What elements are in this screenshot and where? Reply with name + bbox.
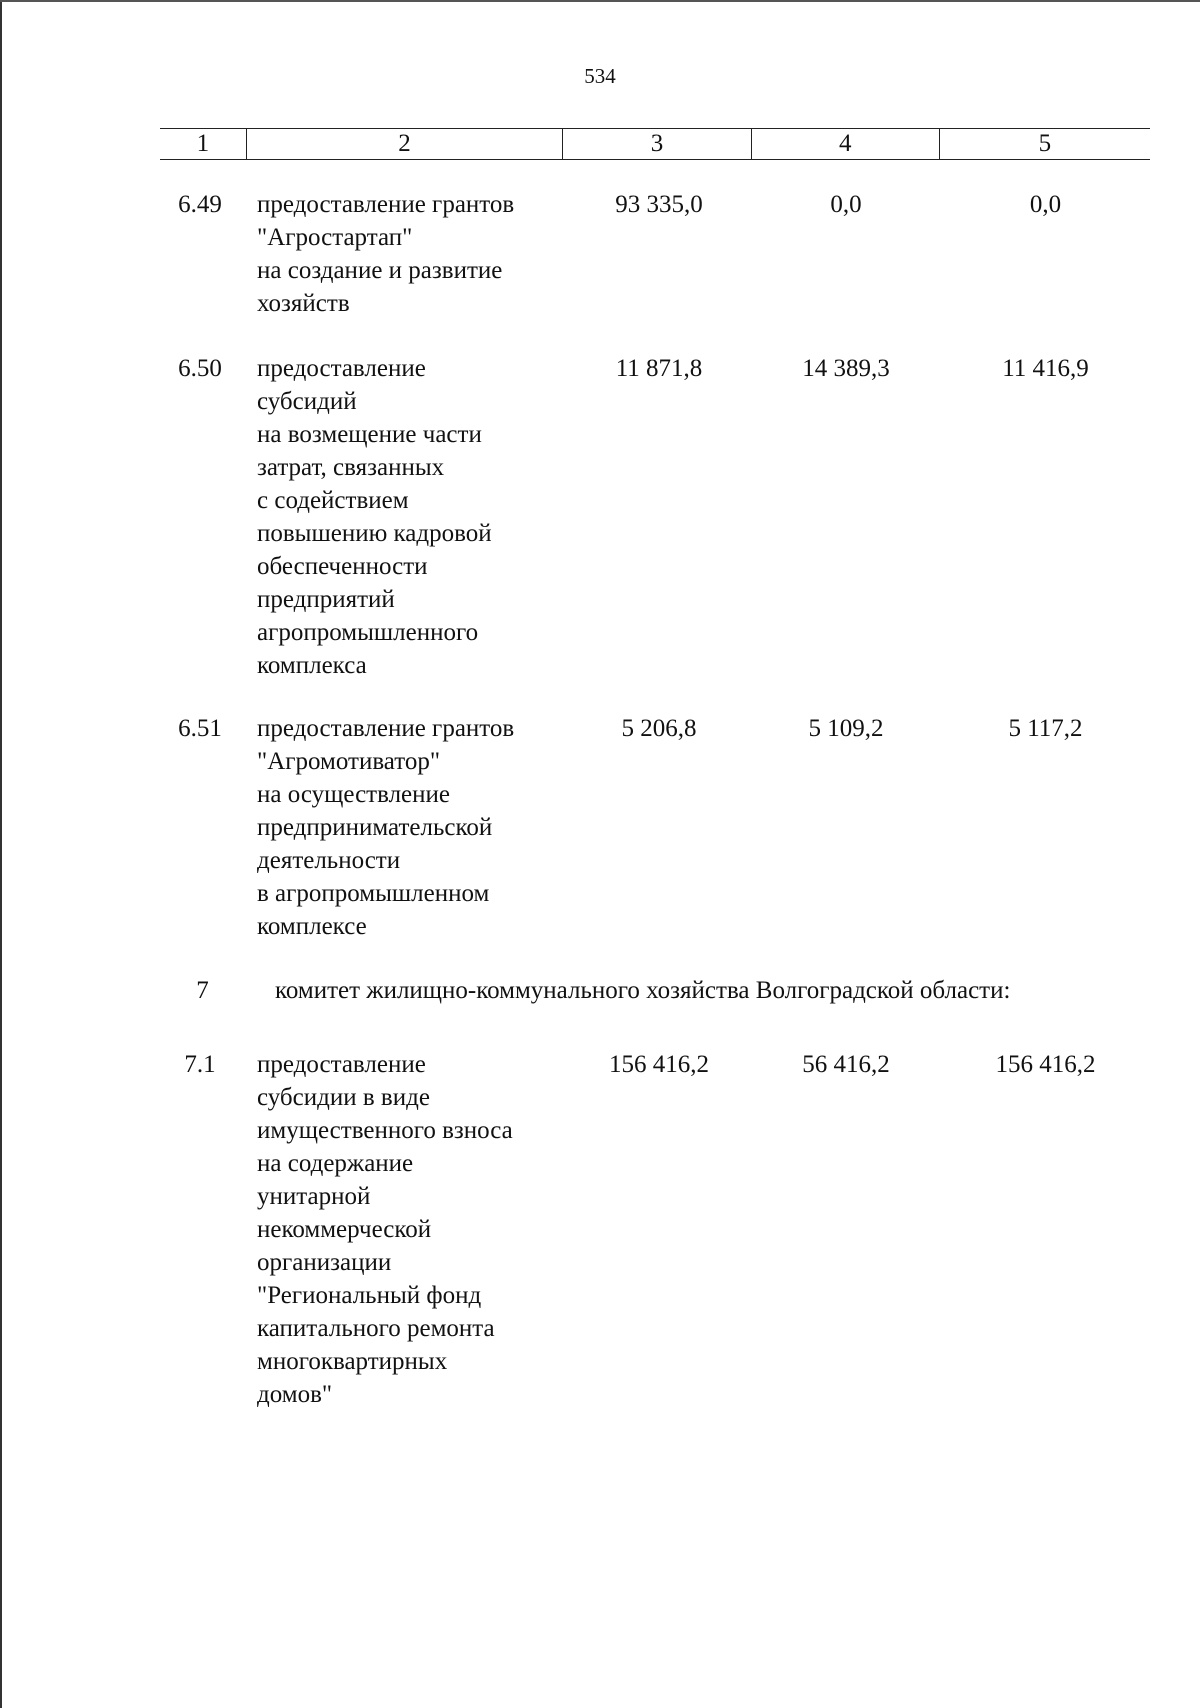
value-col-5: 11 416,9 — [1002, 355, 1089, 382]
description-line: организации — [257, 1249, 392, 1276]
description-line: предоставление — [257, 1051, 426, 1078]
description-line: на возмещение части — [257, 421, 482, 448]
value-col-5: 5 117,2 — [1008, 715, 1083, 742]
description-line: "Агромотиватор" — [257, 748, 441, 775]
column-header-2: 2 — [246, 129, 563, 160]
description-line: на создание и развитие — [257, 257, 503, 284]
description-line: с содействием — [257, 487, 409, 514]
section-number: 7 — [196, 977, 209, 1004]
row-number: 6.51 — [178, 715, 222, 742]
value-col-5: 156 416,2 — [995, 1051, 1096, 1078]
row-number: 6.50 — [178, 355, 222, 382]
value-col-5: 0,0 — [1029, 191, 1062, 218]
description-line: предпринимательской — [257, 814, 493, 841]
value-col-4: 56 416,2 — [802, 1051, 890, 1078]
column-header-row — [160, 129, 1150, 160]
section-title: комитет жилищно-коммунального хозяйства Волгоградской области: — [275, 977, 1011, 1004]
description-line: субсидии в виде — [257, 1084, 430, 1111]
description-line: домов" — [257, 1381, 333, 1408]
value-col-3: 11 871,8 — [615, 355, 703, 382]
description-line: предприятий — [257, 586, 395, 613]
column-header-4: 4 — [751, 129, 939, 160]
scan-edge-left — [0, 0, 2, 1708]
description-line: в агропромышленном — [257, 880, 490, 907]
description-line: затрат, связанных — [257, 454, 445, 481]
row-description — [257, 352, 587, 682]
value-col-3: 156 416,2 — [609, 1051, 709, 1078]
description-line: "Агростартап" — [257, 224, 413, 251]
description-line: "Региональный фонд — [257, 1282, 482, 1309]
description-line: предоставление — [257, 355, 426, 382]
row-number: 6.49 — [178, 191, 222, 218]
row-description — [257, 712, 587, 943]
column-header-5: 5 — [939, 129, 1150, 160]
description-line: предоставление грантов — [257, 191, 515, 218]
description-line: имущественного взноса — [257, 1117, 513, 1144]
column-header-table — [160, 128, 1150, 160]
description-line: комплекса — [257, 652, 367, 679]
column-header-1: 1 — [160, 129, 246, 160]
scan-edge-top — [0, 0, 1200, 2]
row-description — [257, 1048, 587, 1411]
description-line: агропромышленного — [257, 619, 479, 646]
description-line: предоставление грантов — [257, 715, 515, 742]
description-line: повышению кадровой — [257, 520, 492, 547]
description-line: некоммерческой — [257, 1216, 432, 1243]
description-line: комплексе — [257, 913, 367, 940]
description-line: деятельности — [257, 847, 401, 874]
value-col-4: 0,0 — [830, 191, 862, 218]
description-line: на содержание — [257, 1150, 414, 1177]
value-col-4: 14 389,3 — [802, 355, 890, 382]
description-line: капитального ремонта — [257, 1315, 495, 1342]
value-col-3: 93 335,0 — [615, 191, 703, 218]
row-number: 7.1 — [184, 1051, 216, 1078]
description-line: на осуществление — [257, 781, 451, 808]
column-header-3: 3 — [563, 129, 751, 160]
description-line: обеспеченности — [257, 553, 428, 580]
description-line: хозяйств — [257, 290, 350, 317]
page-number: 534 — [584, 64, 616, 88]
description-line: субсидий — [257, 388, 357, 415]
description-line: многоквартирных — [257, 1348, 448, 1375]
value-col-3: 5 206,8 — [621, 715, 697, 742]
description-line: унитарной — [257, 1183, 371, 1210]
value-col-4: 5 109,2 — [808, 715, 884, 742]
row-description — [257, 188, 587, 320]
